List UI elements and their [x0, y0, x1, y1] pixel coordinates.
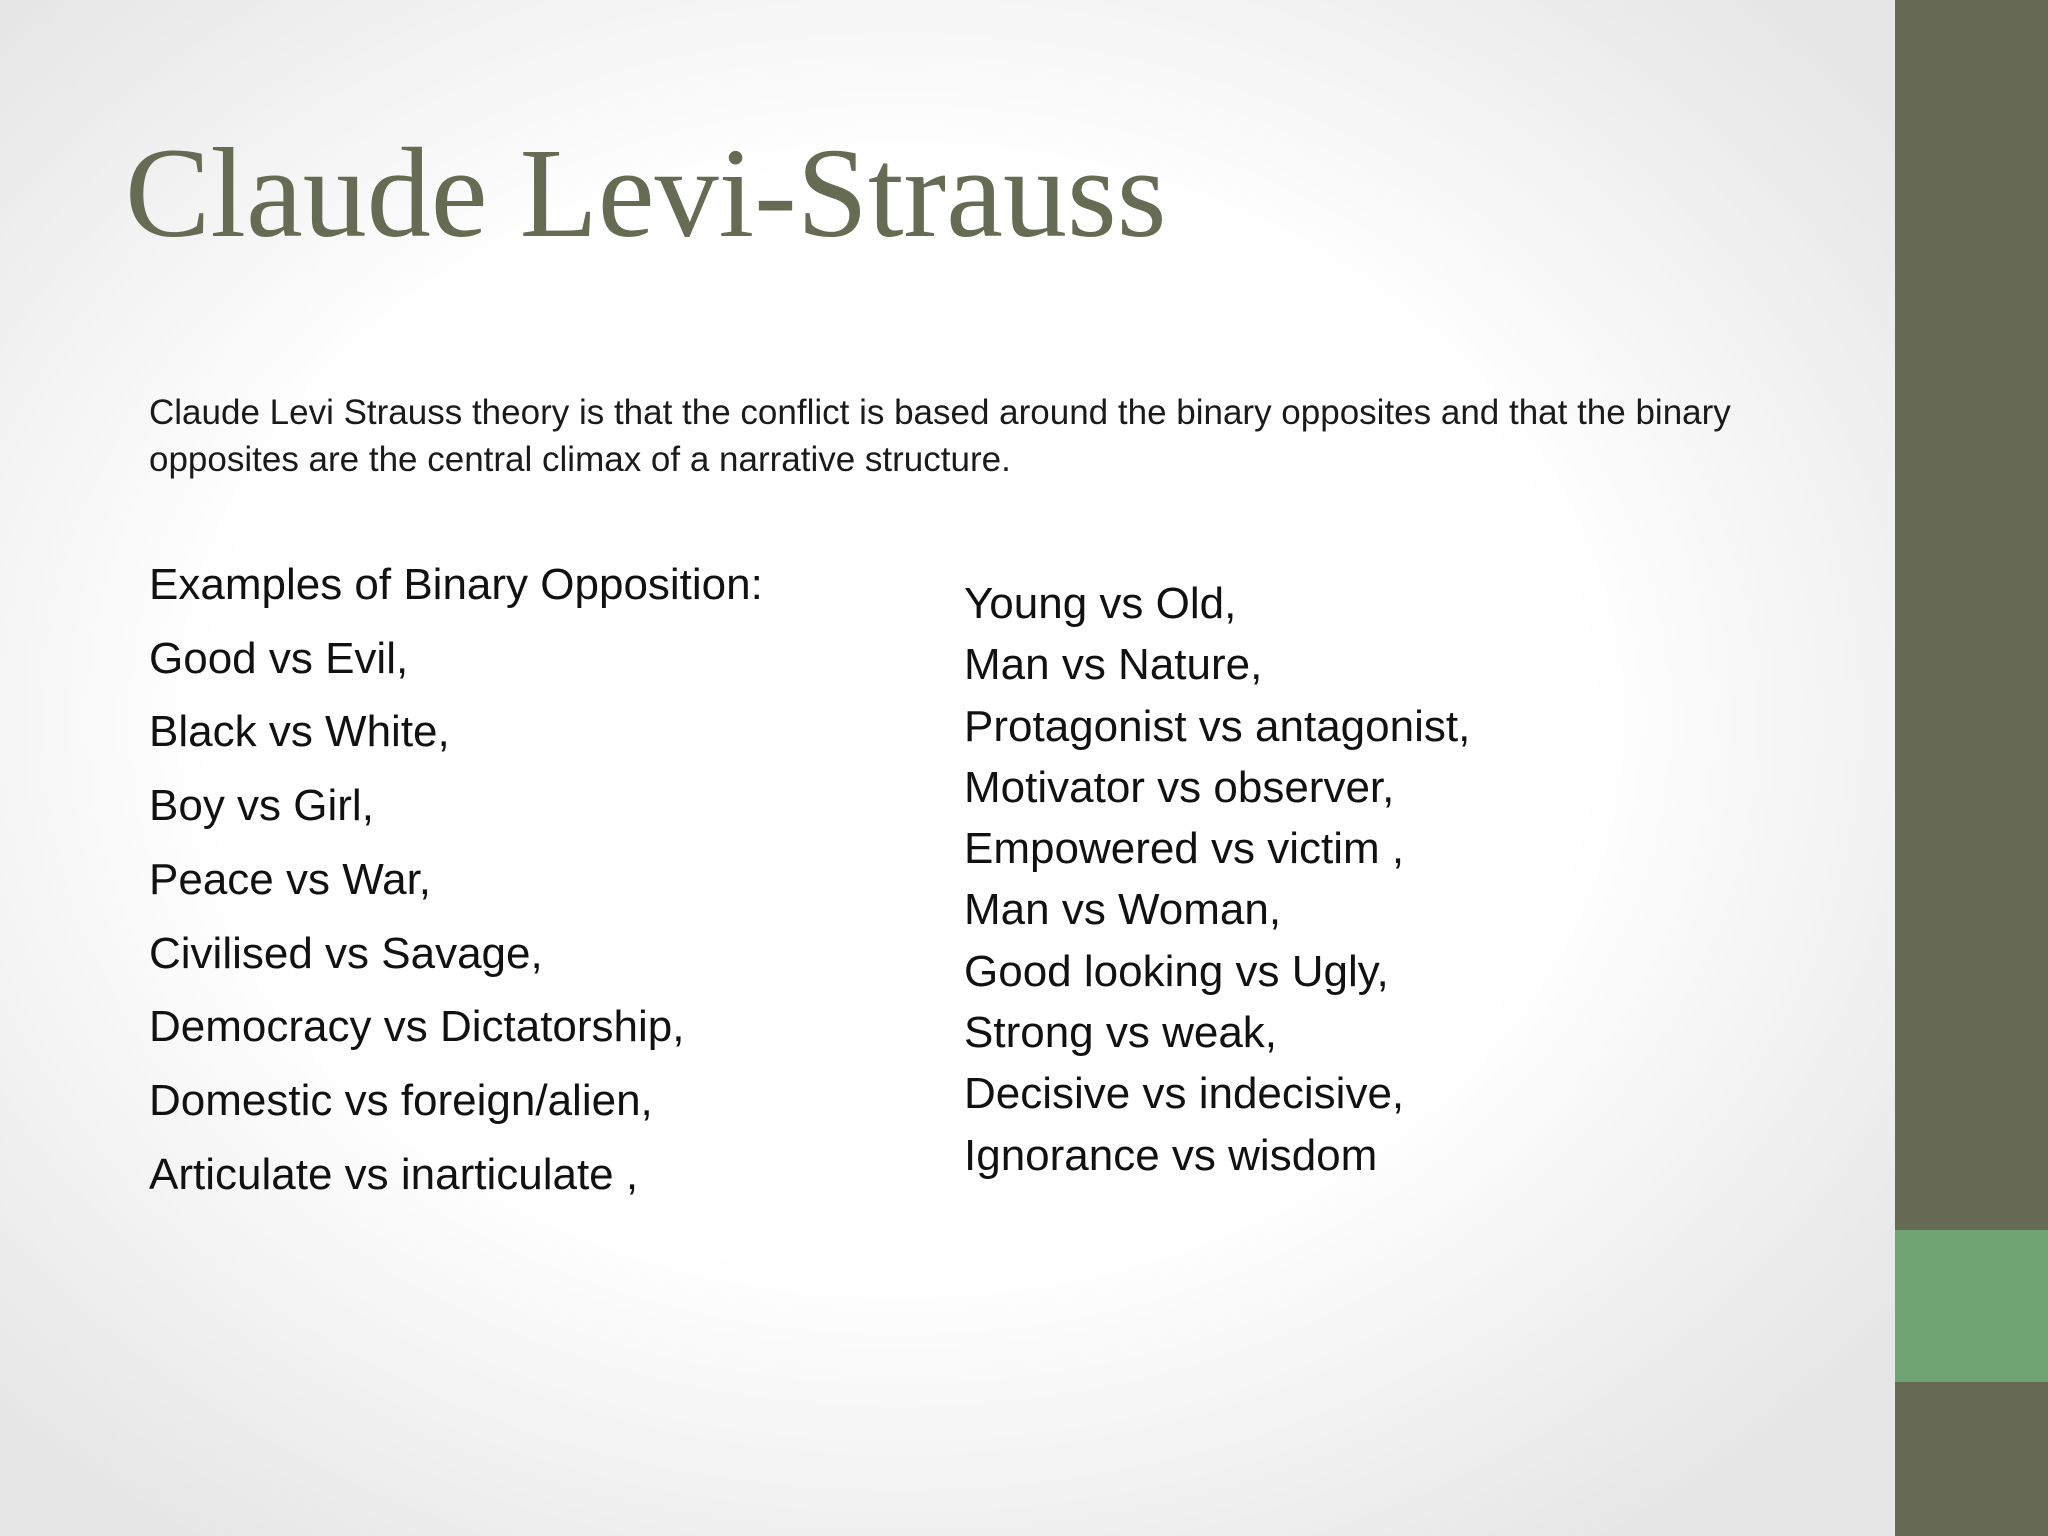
- intro-paragraph: Claude Levi Strauss theory is that the conflict is based around the binary opposites and that the binary opposites are the central climax of a narrative structure.: [149, 393, 1731, 479]
- list-item: Ignorance vs wisdom: [964, 1130, 1378, 1180]
- list-item: Black vs White,: [149, 707, 450, 757]
- list-item: Good vs Evil,: [149, 633, 409, 683]
- left-column-list: [149, 548, 763, 1211]
- list-item: Decisive vs indecisive,: [964, 1069, 1405, 1119]
- list-item: Democracy vs Dictatorship,: [149, 1002, 685, 1052]
- list-item: Man vs Nature,: [964, 640, 1263, 690]
- list-item: Young vs Old,: [964, 579, 1237, 628]
- list-item: Empowered vs victim ,: [964, 824, 1405, 874]
- list-item: Domestic vs foreign/alien,: [149, 1075, 653, 1125]
- list-item: Man vs Woman,: [964, 885, 1282, 935]
- list-item: Peace vs War,: [149, 854, 432, 904]
- list-item: Protagonist vs antagonist,: [964, 701, 1471, 751]
- list-item: Boy vs Girl,: [149, 781, 374, 831]
- side-accent-block: [1895, 1230, 2048, 1382]
- right-column-list: [964, 573, 1470, 1186]
- left-column-heading: Examples of Binary Opposition:: [149, 560, 763, 609]
- list-item: Motivator vs observer,: [964, 762, 1395, 812]
- list-item: Good looking vs Ugly,: [964, 946, 1389, 996]
- slide-title: Claude Levi-Strauss: [125, 122, 1167, 264]
- list-item: Strong vs weak,: [964, 1008, 1278, 1058]
- list-item: Articulate vs inarticulate ,: [149, 1149, 639, 1199]
- list-item: Civilised vs Savage,: [149, 928, 543, 978]
